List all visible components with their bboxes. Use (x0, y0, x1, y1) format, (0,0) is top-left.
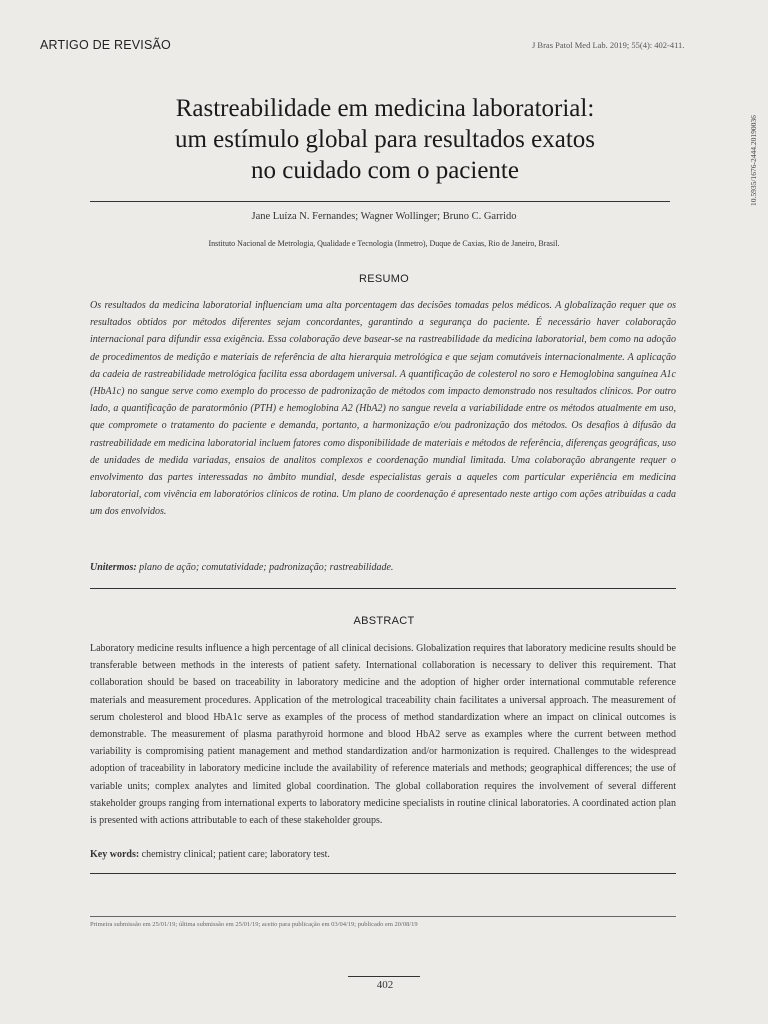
unitermos-value: plano de ação; comutatividade; padronização; rastreabilidade. (139, 562, 394, 573)
article-title (90, 93, 680, 186)
title-line: no cuidado com o paciente (251, 157, 519, 184)
section-label: ARTIGO DE REVISÃO (40, 38, 171, 52)
authors: Jane Luíza N. Fernandes; Wagner Wollinger; Bruno C. Garrido (251, 211, 517, 222)
submission-dates: Primeira submissão em 25/01/19; última submissão em 25/01/19; aceito para publicação em 03/04/19; publicado em 20/08/19 (90, 921, 418, 928)
unitermos (90, 562, 676, 573)
divider (348, 976, 420, 977)
divider (90, 201, 670, 202)
keywords-label: Key words: (90, 849, 140, 860)
journal-citation: J Bras Patol Med Lab. 2019; 55(4): 402-411. (532, 40, 685, 50)
unitermos-label: Unitermos: (90, 562, 137, 573)
doi-label: 10.5935/1676-2444.20190036 (749, 115, 758, 206)
resumo-body: Os resultados da medicina laboratorial influenciam uma alta porcentagem das decisões tomadas pelos médicos. A globalização requer que os resultados obtidos por métodos diferentes sejam concordantes, garantindo a segurança do paciente. É necessário haver colaboração internacional para difundir essa exigência. Essa colaboração deve basear-se na rastreabilidade da medicina laboratorial, bem como na adoção de procedimentos de medição e materiais de referência de alta hierarquia metrológica e que sejam comutáveis internacionalmente. A aplicação da cadeia de rastreabilidade metrológica facilita essa abordagem universal. A quantificação de colesterol no soro e Hemoglobina sanguínea A1c (HbA1c) no sangue serve como exemplo do processo de padronização de métodos com impacto demonstrado nos resultados clínicos. Por outro lado, a quantificação de paratormônio (PTH) e hemoglobina A2 (HbA2) no sangue revela a variabilidade entre os métodos atualmente em uso, que compromete o tratamento do paciente e demanda, portanto, a harmonização e/ou padronização dos métodos. Os desafios à difusão da rastreabilidade em medicina laboratorial incluem fatores como disponibilidade de materiais e métodos de referência, diferenças geográficas, uso de unidades de medida variadas, ensaios de analitos complexos e coordenação mundial limitada. Uma colaboração abrangente requer o envolvimento das partes interessadas no âmbito mundial, desde especialistas gerais a aqueles com particular experiência em medicina laboratorial, com vivência em laboratórios clínicos de rotina. Um plano de coordenação é apresentado neste artigo com ações atribuídas a cada um dos envolvidos. (90, 300, 676, 518)
affiliation: Instituto Nacional de Metrologia, Qualidade e Tecnologia (Inmetro), Duque de Caxias, Rio de Janeiro, Brasil. (208, 239, 560, 248)
divider (90, 873, 676, 874)
abstract-body: Laboratory medicine results influence a high percentage of all clinical decisions. Globalization requires that laboratory medicine results should be transferable between methods in the interests of patient safety. International collaboration is necessary to deliver this requirement. That collaboration should be based on traceability in laboratory medicine and the adoption of higher order international commutable reference materials and measurement procedures. Application of the metrological traceability chain facilitates a universal approach. The measurement of serum cholesterol and blood HbA1c serve as examples of the process of method standardization where an impact on clinical outcomes is demonstrable. The measurement of plasma parathyroid hormone and blood HbA2 serve as examples where the current between method variability is compromising patient management and method standardization and/or harmonization is required. Challenges to the widespread adoption of traceability in laboratory medicine include the availability of reference materials and methods; geographical differences; the use of variable units; complex analytes and limited global coordination. The global collaboration requires the involvement of several different stakeholder groups ranging from international experts to laboratory medicine specialists in routine clinical laboratories. A coordinated action plan is presented with actions attributable to each of these stakeholder groups. (90, 643, 676, 827)
divider (90, 916, 676, 917)
divider (90, 588, 676, 589)
keywords (90, 849, 676, 860)
page-number: 402 (376, 979, 394, 991)
title-line: um estímulo global para resultados exatos (174, 126, 596, 153)
keywords-value: chemistry clinical; patient care; laboratory test. (141, 849, 330, 860)
abstract-heading: ABSTRACT (353, 615, 415, 627)
resumo-heading: RESUMO (358, 273, 410, 285)
title-line: Rastreabilidade em medicina laboratorial: (175, 95, 595, 122)
